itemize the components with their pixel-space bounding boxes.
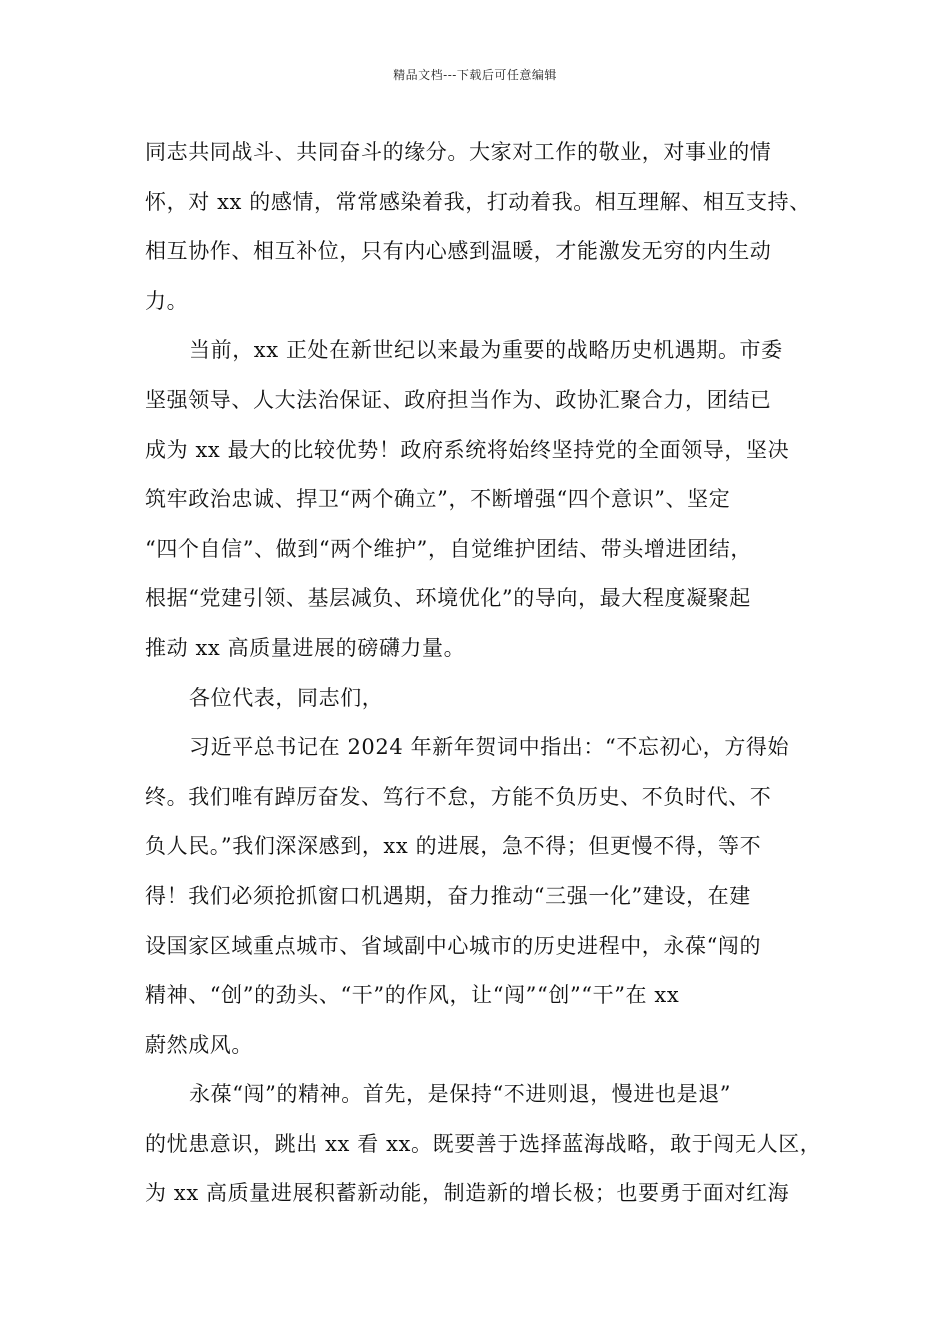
text-line: 各位代表，同志们， [189,685,384,710]
text-line: 推动 xx 高质量进展的磅礴力量。 [145,635,466,660]
text-line: 怀，对 xx 的感情，常常感染着我，打动着我。相互理解、相互支持、 [145,189,811,214]
text-line: 精神、“创”的劲头、“干”的作风，让“闯”“创”“干”在 xx [145,983,680,1008]
text-line: 坚强领导、人大法治保证、政府担当作为、政协汇聚合力，团结已 [145,387,772,412]
page-header: 精品文档---下载后可任意编辑 [393,68,557,82]
text-line: 根据“党建引领、基层减负、环境优化”的导向，最大程度凝聚起 [145,586,751,611]
text-line: 相互协作、相互补位，只有内心感到温暖，才能激发无穷的内生动 [145,239,772,264]
text-line: 的忧患意识，跳出 xx 看 xx。既要善于选择蓝海战略，敢于闯无人区， [145,1131,822,1156]
text-line: 同志共同战斗、共同奋斗的缘分。大家对工作的敬业，对事业的情 [145,140,772,164]
text-line: 为 xx 高质量进展积蓄新动能，制造新的增长极；也要勇于面对红海 [145,1181,790,1206]
text-line: “四个自信”、做到“两个维护”，自觉维护团结、带头增进团结， [145,536,752,561]
text-line: 习近平总书记在 2024 年新年贺词中指出：“不忘初心，方得始 [189,735,790,760]
text-line: 成为 xx 最大的比较优势！政府系统将始终坚持党的全面领导，坚决 [145,437,790,462]
text-line: 筑牢政治忠诚、捍卫“两个确立”，不断增强“四个意识”、坚定 [145,487,731,512]
text-line: 力。 [145,288,189,313]
text-line: 终。我们唯有踔厉奋发、笃行不怠，方能不负历史、不负时代、不 [145,784,772,809]
text-line: 当前，xx 正处在新世纪以来最为重要的战略历史机遇期。市委 [189,338,783,363]
body-text [145,128,822,1219]
text-line: 得！我们必须抢抓窗口机遇期，奋力推动“三强一化”建设，在建 [145,883,751,908]
text-line: 负人民。”我们深深感到，xx 的进展，急不得；但更慢不得，等不 [145,834,762,859]
text-line: 蔚然成风。 [145,1032,253,1057]
text-line: 永葆“闯”的精神。首先，是保持“不进则退，慢进也是退” [189,1082,732,1107]
text-line: 设国家区域重点城市、省域副中心城市的历史进程中，永葆“闯的 [145,933,762,958]
